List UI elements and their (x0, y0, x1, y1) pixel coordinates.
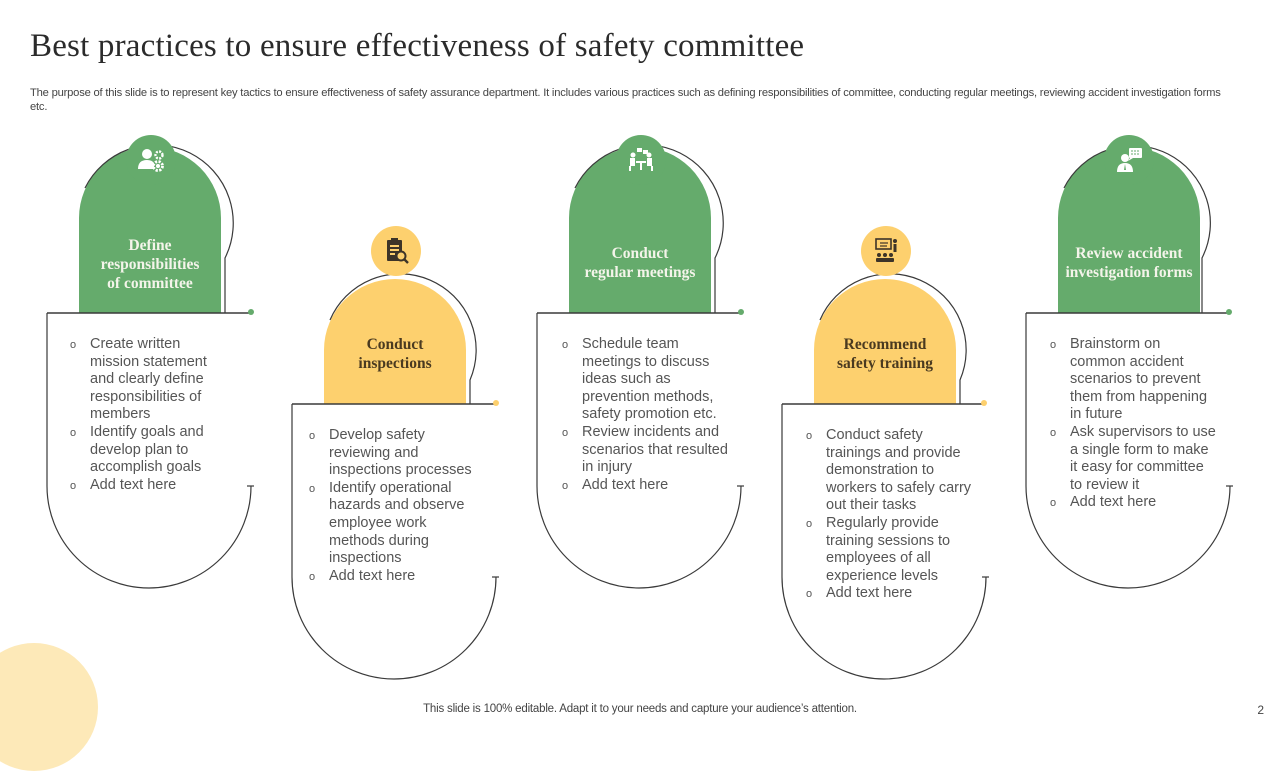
card-heading: Recommend safety training (836, 336, 933, 372)
bullet-item: o Regularly provide training sessions to employees of all experience levels (804, 515, 974, 585)
practice-card-regular-meetings (530, 130, 750, 690)
bullet-item: o Identify operational hazards and observe employee work methods during inspections (307, 480, 482, 568)
card-bullet-list (1048, 336, 1218, 512)
card-bullet-list (804, 427, 974, 603)
bullet-item: o Schedule team meetings to discuss ideas such as prevention methods, safety promotion etc. (560, 336, 730, 424)
card-heading: Conduct inspections (358, 336, 432, 372)
person-speech-form-icon (1104, 135, 1154, 185)
card-bullet-list (68, 336, 228, 494)
bullet-item: o Develop safety reviewing and inspections processes (307, 427, 482, 480)
page-number: 2 (1257, 703, 1264, 717)
bullet-item: o Identify goals and develop plan to accomplish goals (68, 424, 228, 477)
bullet-item: o Add text here (307, 568, 482, 586)
meeting-table-icon (616, 135, 666, 185)
clipboard-search-icon (371, 226, 421, 276)
practice-card-define-responsibilities (40, 130, 260, 690)
footer-note: This slide is 100% editable. Adapt it to your needs and capture your audience’s attention. (423, 703, 857, 715)
practice-card-review-accident-forms (1019, 130, 1239, 690)
bullet-item: o Conduct safety trainings and provide demonstration to workers to safely carry out their tasks (804, 427, 974, 515)
page-subtitle: The purpose of this slide is to represent key tactics to ensure effectiveness of safety assurance department. It includes various practices such as defining responsibilities of committee, conducting regular meetings, reviewing accident investigation forms etc. (30, 87, 1221, 113)
bullet-item: o Add text here (804, 585, 974, 603)
user-gear-icon (126, 135, 176, 185)
bullet-item: o Create written mission statement and clearly define responsibilities of members (68, 336, 228, 424)
practice-card-conduct-inspections (285, 221, 505, 781)
bullet-item: o Brainstorm on common accident scenarios to prevent them from happening in future (1048, 336, 1218, 424)
practice-card-safety-training (775, 221, 995, 781)
presentation-training-icon (861, 226, 911, 276)
bullet-item: o Review incidents and scenarios that resulted in injury (560, 424, 730, 477)
page-title: Best practices to ensure effectiveness of safety committee (30, 28, 805, 64)
card-heading: Define responsibilities of committee (100, 237, 200, 292)
card-heading: Conduct regular meetings (584, 245, 696, 281)
bullet-item: o Ask supervisors to use a single form to make it easy for committee to review it (1048, 424, 1218, 494)
bullet-item: o Add text here (560, 477, 730, 495)
card-bullet-list (307, 427, 482, 585)
bullet-item: o Add text here (68, 477, 228, 495)
card-heading: Review accident investigation forms (1065, 245, 1193, 281)
bullet-item: o Add text here (1048, 494, 1218, 512)
card-bullet-list (560, 336, 730, 494)
